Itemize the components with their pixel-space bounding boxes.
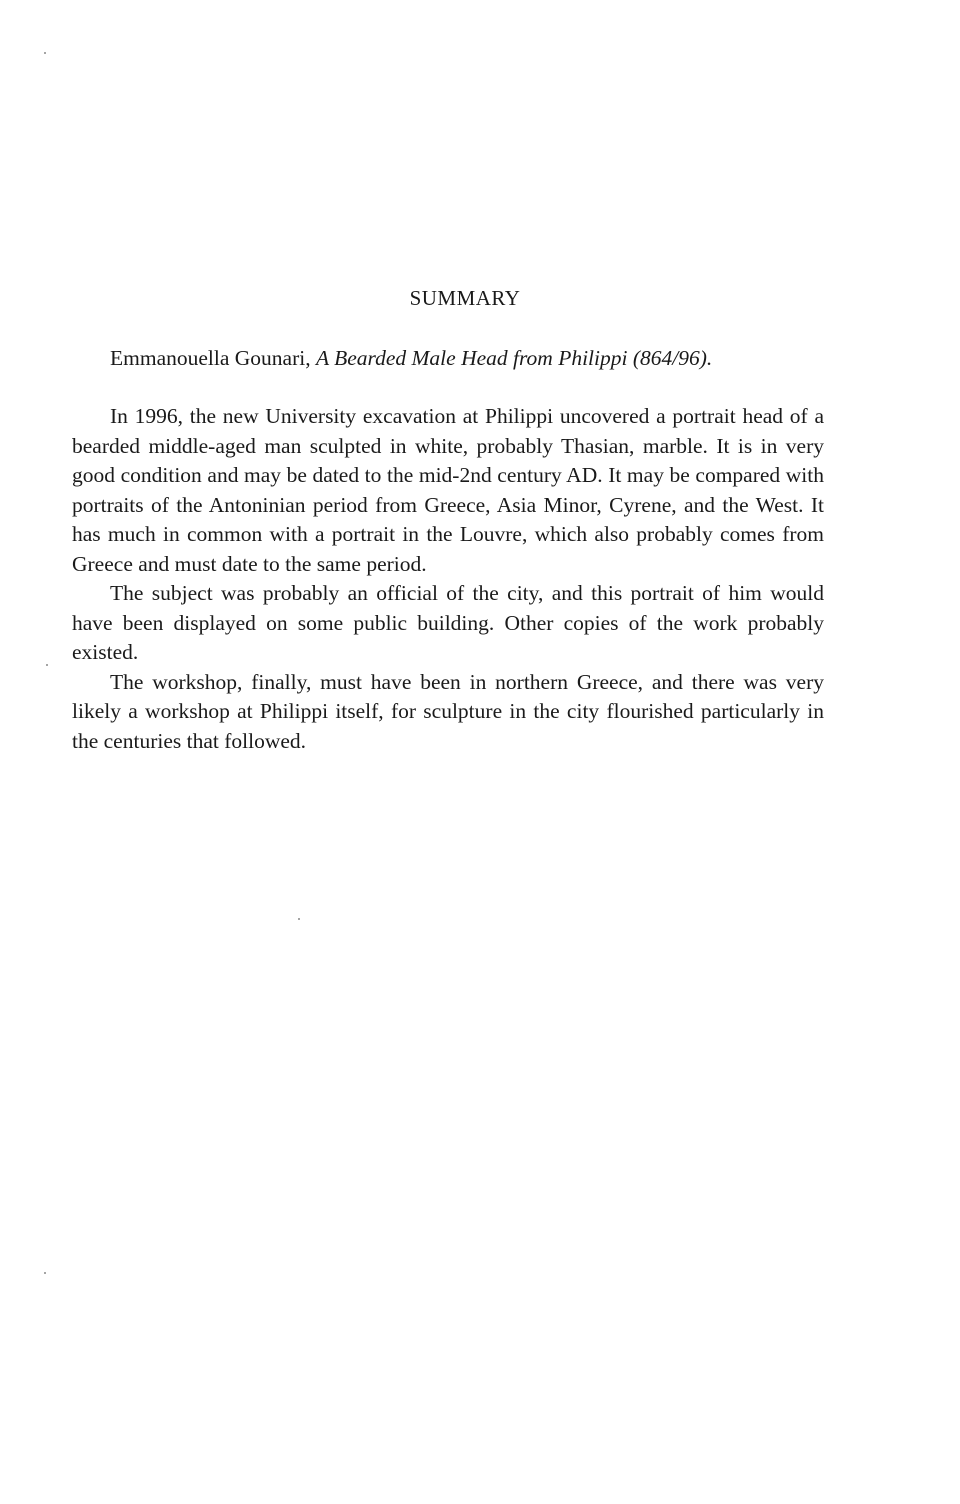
paragraph-2: The subject was probably an official of the city, and this portrait of him would have been displayed on some public building. Other copies of the work probably existed. — [72, 581, 824, 664]
summary-heading: SUMMARY — [409, 286, 521, 310]
article-title: A Bearded Male Head from Philippi (864/96). — [315, 346, 713, 370]
scan-speck — [298, 918, 300, 920]
paragraph-3: The workshop, finally, must have been in northern Greece, and there was very likely a workshop at Philippi itself, for sculpture in the city flourished particularly in the centuries that followed. — [72, 669, 824, 753]
summary-body — [72, 402, 824, 756]
scan-speck — [46, 664, 48, 666]
scan-speck — [44, 1272, 46, 1274]
article-byline — [110, 346, 712, 371]
paragraph-1: In 1996, the new University excavation at Philippi uncovered a portrait head of a bearded middle-aged man sculpted in white, probably Thasian, marble. It is in very good condition and may be dated to the mid-2nd century AD. It may be compared with portraits of the Antoninian period from Greece, Asia Minor, Cyrene, and the West. It has much in common with a portrait in the Louvre, which also probably comes from Greece and must date to the same period. — [72, 404, 824, 576]
author-name: Emmanouella Gounari, — [110, 346, 316, 370]
scan-speck — [44, 52, 46, 54]
